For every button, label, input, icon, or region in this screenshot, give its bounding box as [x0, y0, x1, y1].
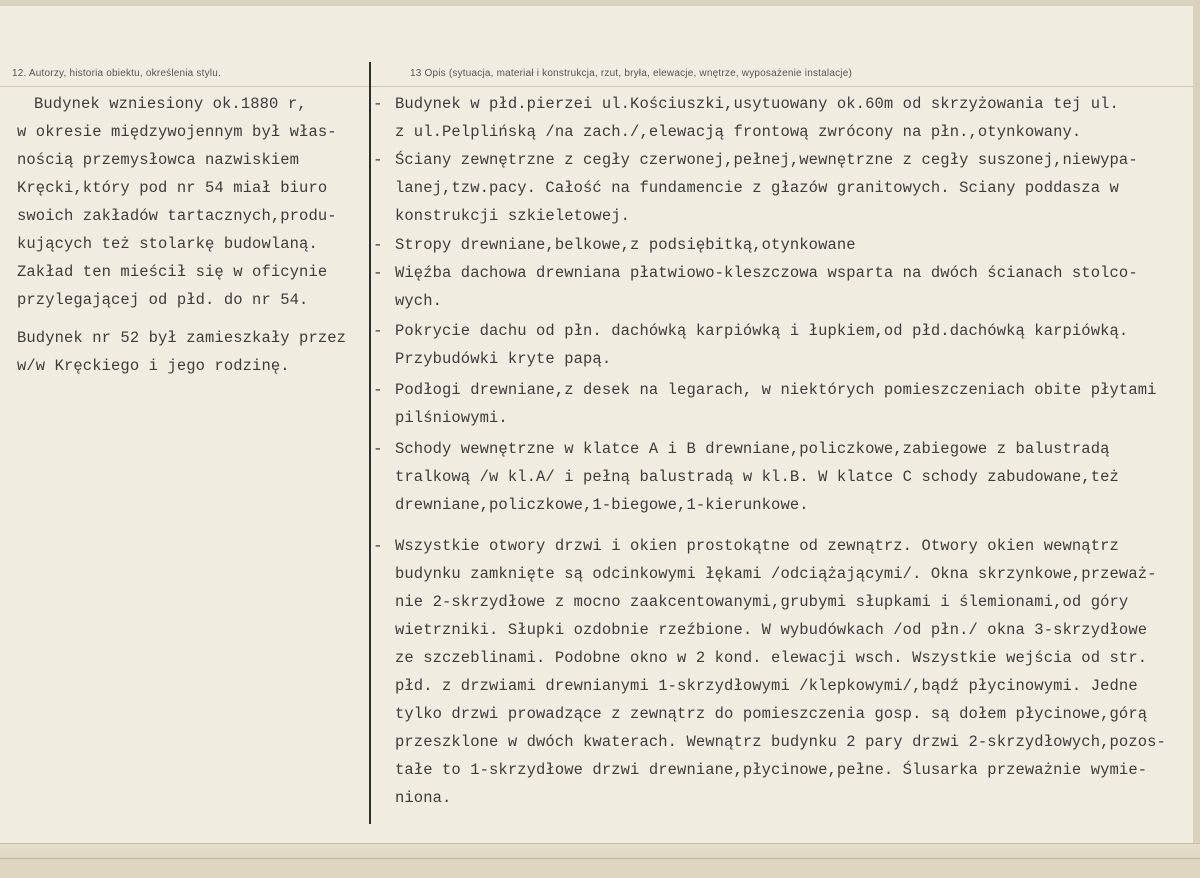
right-line-15: drewniane,policzkowe,1-biegowe,1-kierunkowe.: [395, 496, 809, 514]
page-right-edge: [1193, 0, 1200, 878]
right-line-16: Wszystkie otwory drzwi i okien prostokątne od zewnątrz. Otwory okien wewnątrz: [395, 537, 1119, 555]
left-line-6: kujących też stolarkę budowlaną.: [17, 235, 318, 253]
bullet-dash: -: [373, 440, 383, 458]
bullet-dash: -: [373, 322, 383, 340]
right-line-18: nie 2-skrzydłowe z mocno zaakcentowanymi,grubymi słupkami i ślemionami,od góry: [395, 593, 1129, 611]
right-line-5: konstrukcji szkieletowej.: [395, 207, 631, 225]
right-line-19: wietrzniki. Słupki ozdobnie rzeźbione. W wybudówkach /od płn./ okna 3-skrzydłowe: [395, 621, 1148, 639]
bullet-dash: -: [373, 151, 383, 169]
right-line-21: płd. z drzwiami drewnianymi 1-skrzydłowymi /klepkowymi/,bądź płycinowymi. Jedne: [395, 677, 1138, 695]
right-line-25: niona.: [395, 789, 452, 807]
left-line-5: swoich zakładów tartacznych,produ-: [17, 207, 337, 225]
right-line-2: z ul.Pelplińską /na zach./,elewacją frontową zwrócony na płn.,otynkowany.: [395, 123, 1082, 141]
column-divider: [369, 62, 371, 824]
left-column-header: 12. Autorzy, historia obiektu, określenia stylu.: [12, 68, 221, 79]
bullet-dash: -: [373, 381, 383, 399]
left-line-2: w okresie międzywojennym był włas-: [17, 123, 337, 141]
left-line-9: Budynek nr 52 był zamieszkały przez: [17, 329, 347, 347]
right-line-14: tralkową /w kl.A/ i pełną balustradą w kl.B. W klatce C schody zabudowane,też: [395, 468, 1119, 486]
right-line-13: Schody wewnętrzne w klatce A i B drewniane,policzkowe,zabiegowe z balustradą: [395, 440, 1110, 458]
left-line-7: Zakład ten mieścił się w oficynie: [17, 263, 328, 281]
right-line-8: wych.: [395, 292, 443, 310]
bullet-dash: -: [373, 95, 383, 113]
left-line-1: Budynek wzniesiony ok.1880 r,: [34, 95, 307, 113]
right-line-10: Przybudówki kryte papą.: [395, 350, 612, 368]
right-line-9: Pokrycie dachu od płn. dachówką karpiówką i łupkiem,od płd.dachówką karpiówką.: [395, 322, 1129, 340]
header-rule: [0, 86, 1200, 87]
right-line-12: pilśniowymi.: [395, 409, 508, 427]
bullet-dash: -: [373, 236, 383, 254]
left-line-10: w/w Kręckiego i jego rodzinę.: [17, 357, 290, 375]
left-line-3: nością przemysłowca nazwiskiem: [17, 151, 300, 169]
right-column-header: 13 Opis (sytuacja, materiał i konstrukcja, rzut, bryła, elewacje, wnętrze, wyposażenie instalacje): [410, 68, 852, 79]
right-line-24: tałe to 1-skrzydłowe drzwi drewniane,płycinowe,pełne. Ślusarka przeważnie wymie-: [395, 761, 1148, 779]
right-line-1: Budynek w płd.pierzei ul.Kościuszki,usytuowany ok.60m od skrzyżowania tej ul.: [395, 95, 1119, 113]
bullet-dash: -: [373, 537, 383, 555]
right-line-6: Stropy drewniane,belkowe,z podsiębitką,otynkowane: [395, 236, 856, 254]
right-line-20: ze szczeblinami. Podobne okno w 2 kond. elewacji wsch. Wszystkie wejścia od str.: [395, 649, 1148, 667]
top-border: [0, 0, 1200, 6]
right-line-7: Więźba dachowa drewniana płatwiowo-kleszczowa wsparta na dwóch ścianach stolco-: [395, 264, 1138, 282]
right-line-11: Podłogi drewniane,z desek na legarach, w niektórych pomieszczeniach obite płytami: [395, 381, 1157, 399]
right-line-22: tylko drzwi prowadzące z zewnątrz do pomieszczenia gosp. są dołem płycinowe,górą: [395, 705, 1148, 723]
right-line-23: przeszklone w dwóch kwaterach. Wewnątrz budynku 2 pary drzwi 2-skrzydłowych,pozos-: [395, 733, 1166, 751]
right-line-17: budynku zamknięte są odcinkowymi łękami /odciążającymi/. Okna skrzynkowe,przeważ-: [395, 565, 1157, 583]
page-fold: [0, 858, 1200, 878]
left-line-4: Kręcki,który pod nr 54 miał biuro: [17, 179, 328, 197]
left-line-8: przylegającej od płd. do nr 54.: [17, 291, 309, 309]
bullet-dash: -: [373, 264, 383, 282]
right-line-3: Ściany zewnętrzne z cegły czerwonej,pełnej,wewnętrzne z cegły suszonej,niewypa-: [395, 151, 1138, 169]
right-line-4: lanej,tzw.pacy. Całość na fundamencie z głazów granitowych. Sciany poddasza w: [395, 179, 1119, 197]
